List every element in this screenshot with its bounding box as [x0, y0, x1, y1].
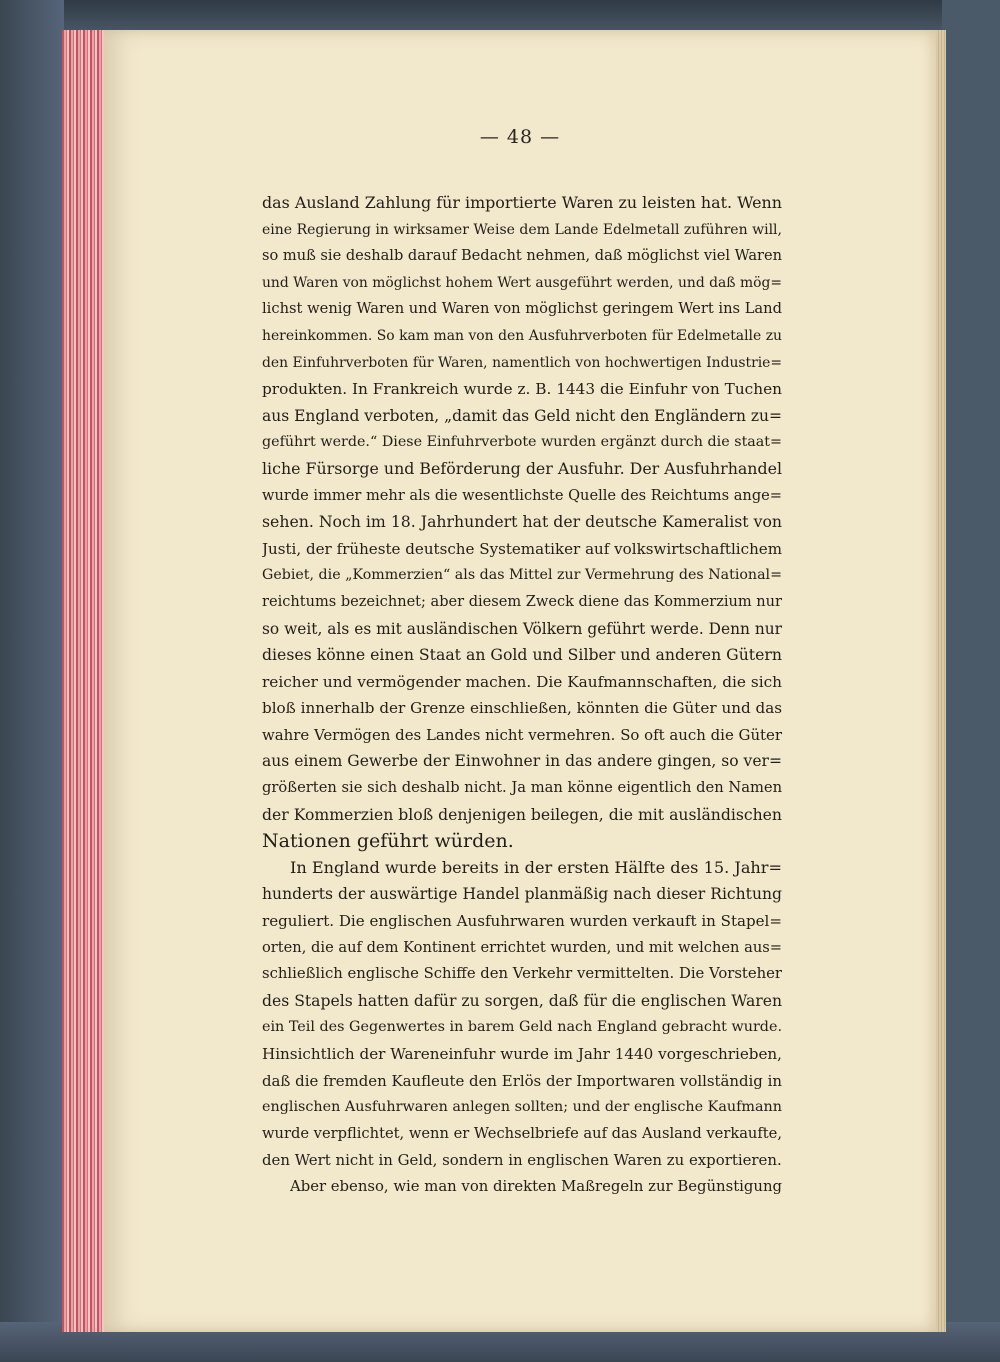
text-line: so muß sie deshalb darauf Bedacht nehmen, daß möglichst viel Waren	[262, 247, 782, 265]
text-line: orten, die auf dem Kontinent errichtet wurden, und mit welchen aus=	[262, 938, 782, 956]
cover-board-top	[0, 0, 1000, 34]
text-line: geführt werde.“ Diese Einfuhrverbote wurden ergänzt durch die staat=	[262, 434, 782, 451]
text-line: aus England verboten, „damit das Geld nicht den Engländern zu=	[262, 406, 782, 425]
text-line: und Waren von möglichst hohem Wert ausgeführt werden, und daß mög=	[262, 274, 782, 291]
page-fore-edge	[936, 30, 946, 1332]
text-line: hunderts der auswärtige Handel planmäßig nach dieser Richtung	[262, 885, 782, 904]
text-line: reicher und vermögender machen. Die Kaufmannschaften, die sich	[262, 672, 782, 691]
text-line: wurde immer mehr als die wesentlichste Quelle des Reichtums ange=	[262, 486, 782, 504]
cover-board-right	[942, 0, 1000, 1362]
text-line: Hinsichtlich der Wareneinfuhr wurde im Jahr 1440 vorgeschrieben,	[262, 1045, 782, 1063]
text-line: liche Fürsorge und Beförderung der Ausfuhr. Der Ausfuhrhandel	[262, 458, 782, 478]
text-line-paragraph-start: In England wurde bereits in der ersten Hälfte des 15. Jahr=	[290, 857, 782, 877]
text-line: produkten. In Frankreich wurde z. B. 1443 die Einfuhr von Tuchen	[262, 380, 782, 399]
text-line: bloß innerhalb der Grenze einschließen, könnten die Güter und das	[262, 699, 782, 718]
text-line: daß die fremden Kaufleute den Erlös der Importwaren vollständig in	[262, 1071, 782, 1090]
cover-board-left	[0, 0, 64, 1362]
text-line-paragraph-start: Aber ebenso, wie man von direkten Maßregeln zur Begünstigung	[290, 1177, 782, 1195]
text-line-paragraph-end: den Wert nicht in Geld, sondern in englischen Waren zu exportieren.	[262, 1151, 782, 1170]
text-line: hereinkommen. So kam man von den Ausfuhrverboten für Edelmetalle zu	[262, 327, 782, 344]
text-line: den Einfuhrverboten für Waren, namentlich von hochwertigen Industrie=	[262, 354, 782, 371]
book-page	[104, 30, 936, 1332]
text-line: der Kommerzien bloß denjenigen beilegen, die mit ausländischen	[262, 804, 782, 824]
text-line: wahre Vermögen des Landes nicht vermehren. So oft auch die Güter	[262, 725, 782, 744]
text-line: das Ausland Zahlung für importierte Waren zu leisten hat. Wenn	[262, 193, 782, 212]
text-line: Gebiet, die „Kommerzien“ als das Mittel zur Vermehrung des National=	[262, 567, 782, 584]
text-line: des Stapels hatten dafür zu sorgen, daß für die englischen Waren	[262, 991, 782, 1010]
text-line-paragraph-end: Nationen geführt würden.	[262, 830, 514, 853]
text-line: so weit, als es mit ausländischen Völkern geführt werde. Denn nur	[262, 619, 782, 638]
text-line: wurde verpflichtet, wenn er Wechselbriefe auf das Ausland verkaufte,	[262, 1124, 782, 1142]
page-number: — 48 —	[479, 126, 561, 148]
text-line: dieses könne einen Staat an Gold und Silber und anderen Gütern	[262, 645, 782, 665]
body-text	[262, 190, 782, 1201]
text-line: ein Teil des Gegenwertes in barem Geld nach England gebracht wurde.	[262, 1019, 782, 1036]
text-line: reguliert. Die englischen Ausfuhrwaren wurden verkauft in Stapel=	[262, 912, 782, 931]
text-line: sehen. Noch im 18. Jahrhundert hat der deutsche Kameralist von	[262, 512, 782, 532]
text-line: schließlich englische Schiffe den Verkehr vermittelten. Die Vorsteher	[262, 965, 782, 983]
text-line: Justi, der früheste deutsche Systematiker auf volkswirtschaftlichem	[262, 539, 782, 558]
text-line: aus einem Gewerbe der Einwohner in das andere gingen, so ver=	[262, 752, 782, 771]
text-line: eine Regierung in wirksamer Weise dem Lande Edelmetall zuführen will,	[262, 221, 782, 238]
text-line: größerten sie sich deshalb nicht. Ja man könne eigentlich den Namen	[262, 779, 782, 797]
text-line: lichst wenig Waren und Waren von möglichst geringem Wert ins Land	[262, 300, 782, 318]
red-page-edges	[62, 30, 104, 1332]
text-line: englischen Ausfuhrwaren anlegen sollten; und der englische Kaufmann	[262, 1099, 782, 1116]
text-line: reichtums bezeichnet; aber diesem Zweck diene das Kommerzium nur	[262, 592, 782, 610]
